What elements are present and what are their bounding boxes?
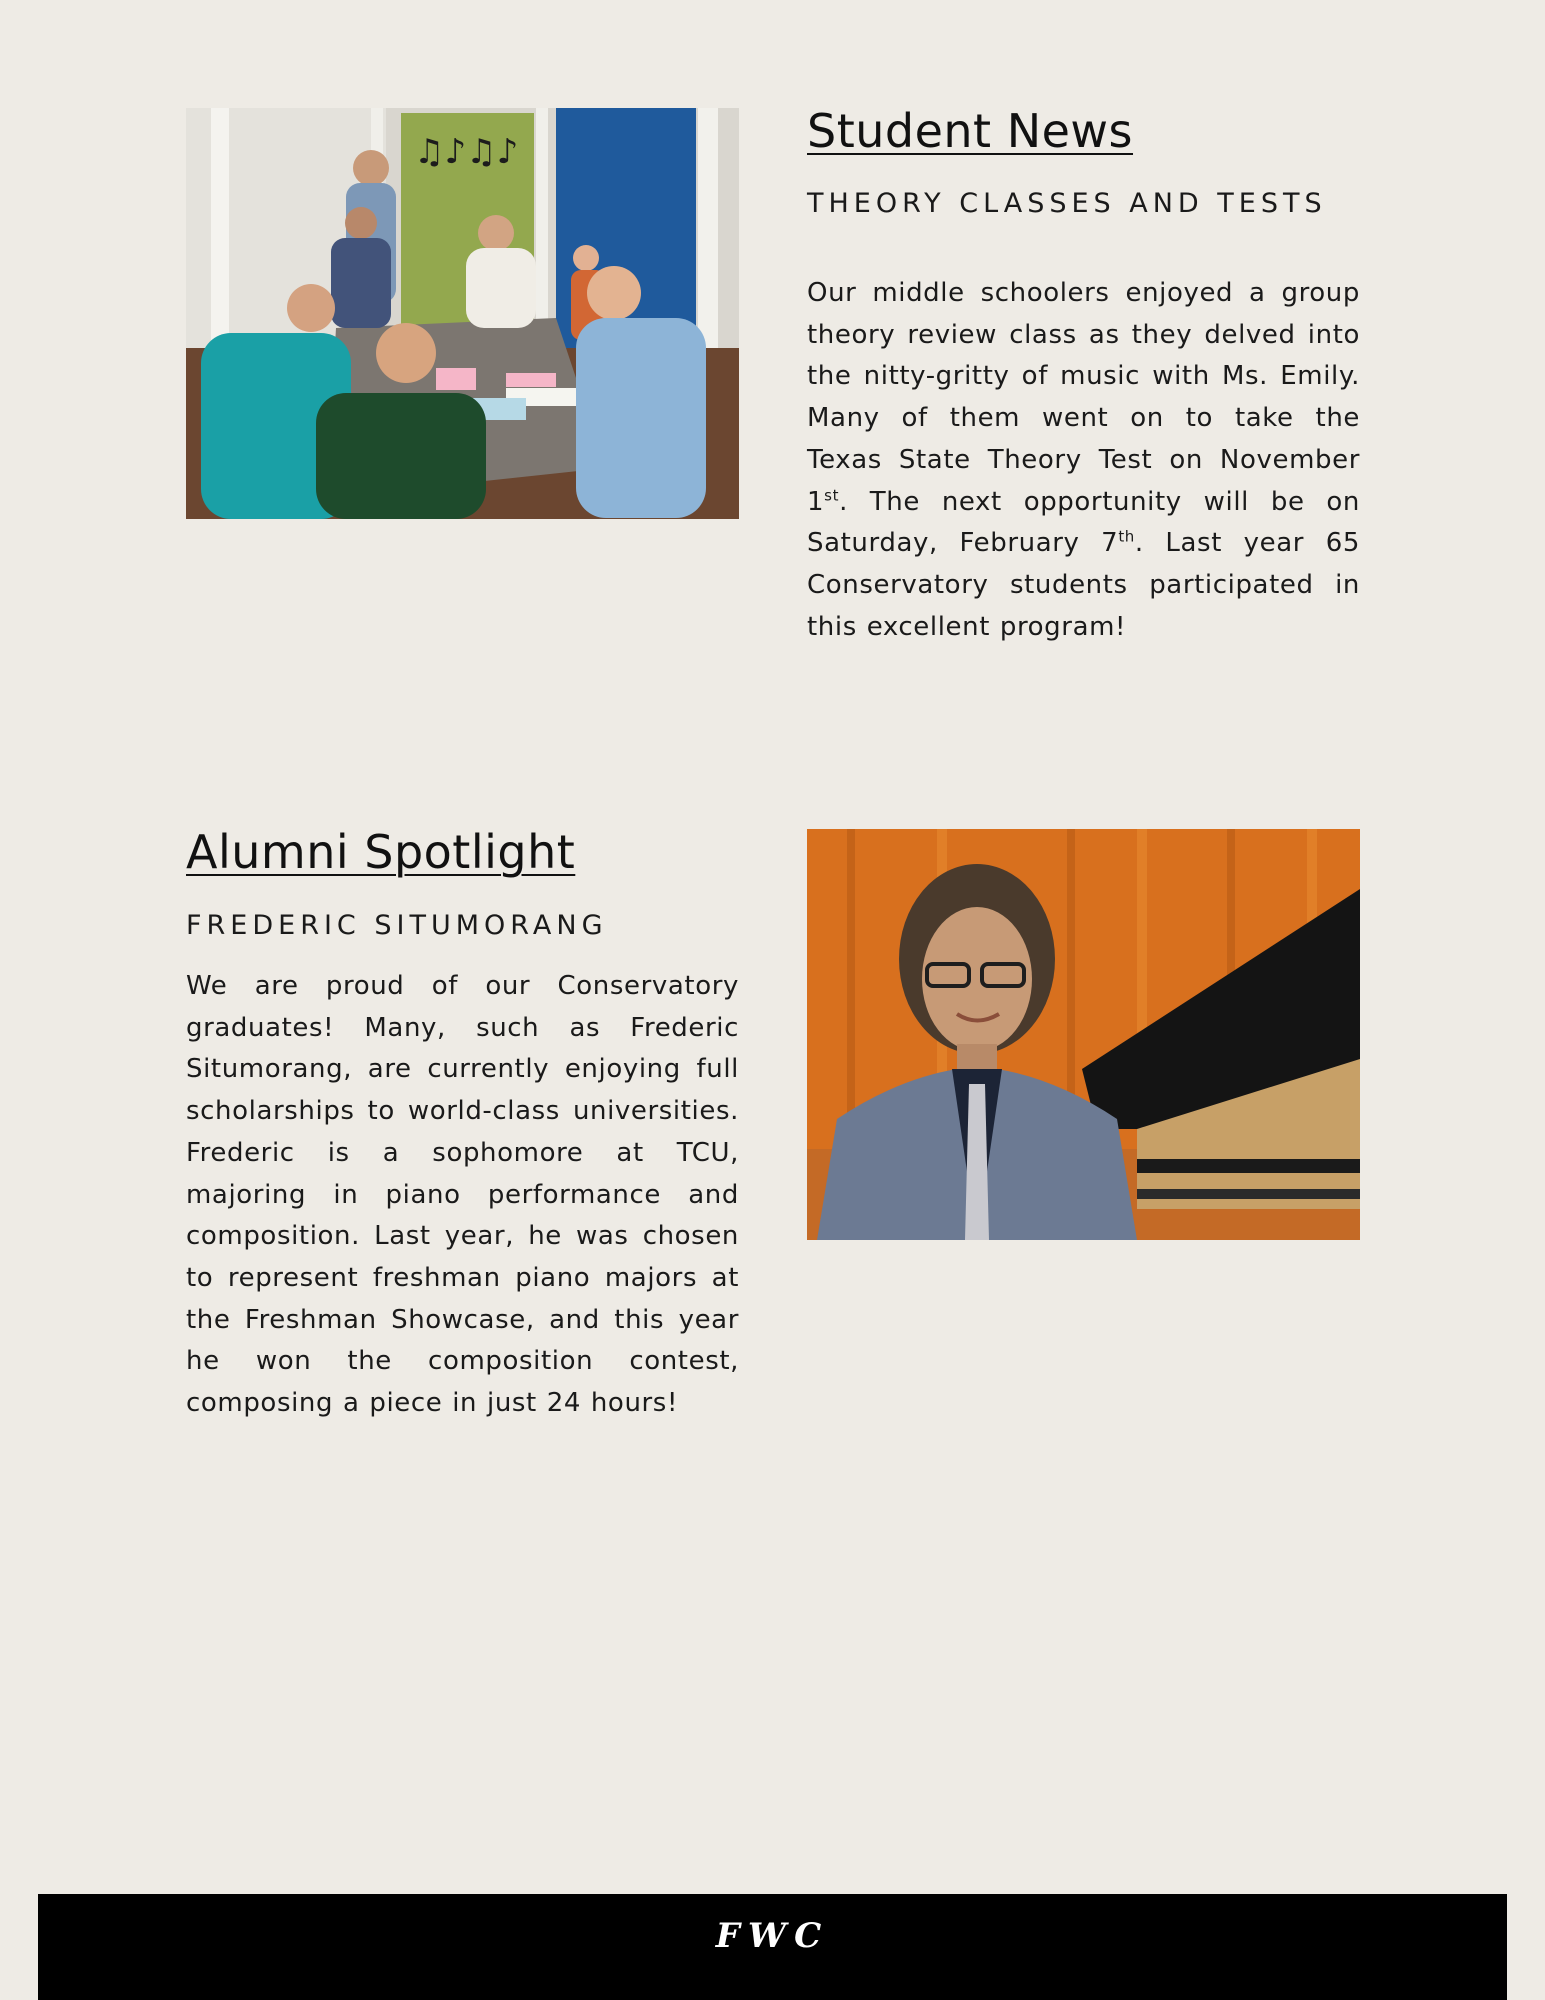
ordinal-suffix: st — [824, 485, 840, 504]
student-news-body-part1: Our middle schoolers enjoyed a group theory review class as they delved into the nitty-gritty of music with Ms. Emily. Many of them went on to take the Texas State Theory Test on November 1 — [807, 278, 1360, 517]
student-news-subtitle: THEORY CLASSES AND TESTS — [807, 188, 1327, 219]
alumni-spotlight-subtitle: FREDERIC SITUMORANG — [186, 910, 608, 941]
student-news-body-part3: . Last year 65 Conservatory students participated in this excellent program! — [807, 528, 1360, 642]
student-news-title: Student News — [807, 104, 1134, 158]
alumni-portrait-photo — [807, 829, 1360, 1240]
footer-logo: FWC — [715, 1916, 830, 1956]
footer-bar — [38, 1894, 1507, 2000]
alumni-spotlight-title: Alumni Spotlight — [186, 825, 576, 879]
ordinal-suffix: th — [1118, 527, 1135, 546]
alumni-spotlight-body: We are proud of our Conservatory graduates! Many, such as Frederic Situmorang, are currently enjoying full scholarships to world-class universities. Frederic is a sophomore at TCU, majoring in piano performance and composition. Last year, he was chosen to represent freshman piano majors at the Freshman Showcase, and this year he won the composition contest, composing a piece in just 24 hours! — [186, 971, 739, 1419]
student-news-body — [807, 273, 1360, 648]
svg-text:♫♪♫♪: ♫♪♫♪ — [414, 132, 519, 172]
student-group-photo — [186, 108, 739, 519]
student-news-body-part2: . The next opportunity will be on Saturday, February 7 — [807, 486, 1360, 559]
